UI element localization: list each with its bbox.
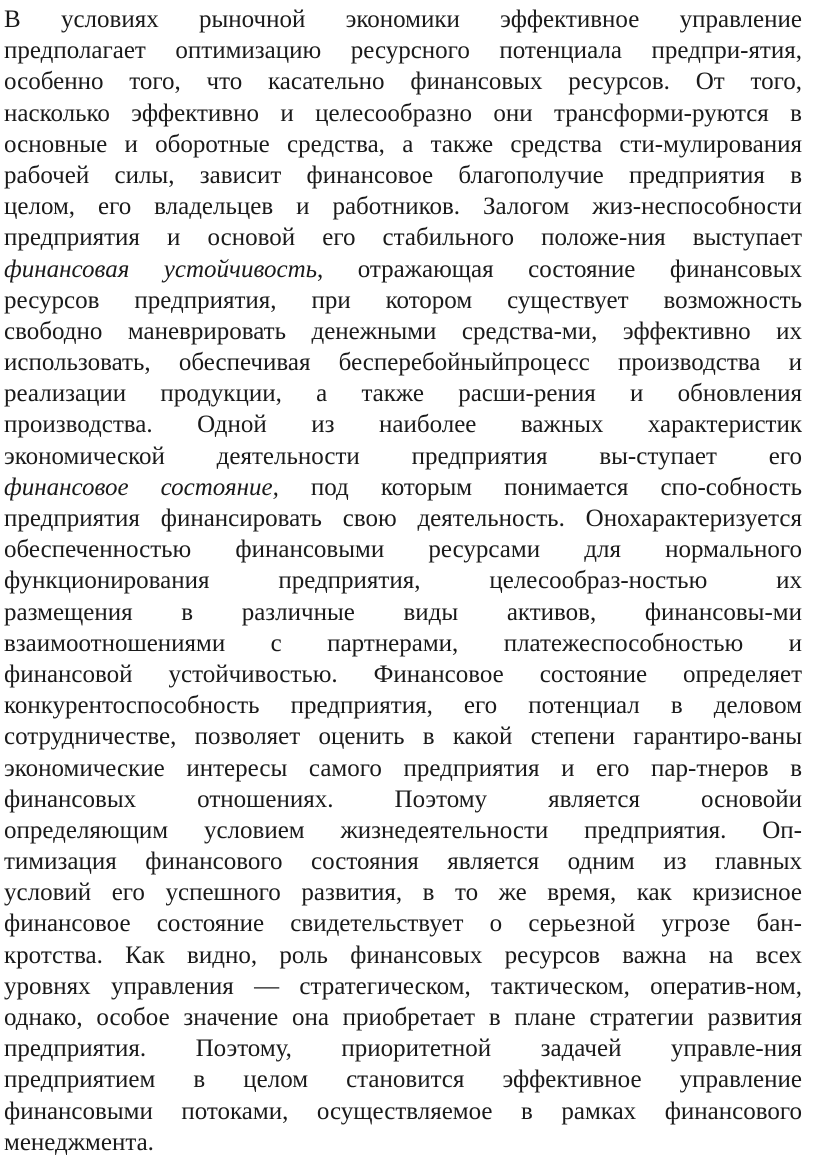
text-line: производства. Одной из наиболее важных характеристик [4,411,802,439]
text-line: целом, его владельцев и работников. Залогом жиз-неспособности [4,193,802,221]
text-line: рабочей силы, зависит финансовое благополучие предприятия в [4,161,802,189]
text-line: особенно того, что касательно финансовых ресурсов. От того, [4,68,802,96]
text-line: экономической деятельности предприятия вы-ступает его [4,442,802,470]
text-line: обеспеченностью финансовыми ресурсами для нормального [4,536,802,564]
text-line: использовать, обеспечивая бесперебойныйпроцесс производства и [4,349,802,377]
text-line: тимизация финансового состояния является одним из главных [4,848,802,876]
text-line: однако, особое значение она приобретает в плане стратегии развития [4,1004,802,1031]
text-run: , отражающая состояние финансовых [317,255,802,283]
text-line: условий его успешного развития, в то же время, как кризисное [4,879,802,907]
text-line: предприятия финансировать свою деятельность. Онохарактеризуется [4,505,802,532]
text-line: предприятия и основой его стабильного положе-ния выступает [4,224,802,252]
text-line: конкурентоспособность предприятия, его потенциал в деловом [4,692,802,720]
text-line: взаимоотношениями с партнерами, платежеспособностью и [4,629,802,657]
text-line: экономические интересы самого предприятия и его пар-тнеров в [4,754,802,782]
text-line: В условиях рыночной экономики эффективное управление [4,6,802,33]
text-line: финансовыми потоками, осуществляемое в рамках финансового [4,1097,802,1125]
text-line: размещения в различные виды активов, финансовы-ми [4,598,802,626]
text-line: финансовое состояние свидетельствует о серьезной угрозе бан- [4,910,802,938]
text-line [4,254,802,285]
body-paragraph [4,4,802,1158]
emphasis-term: финансовое состояние, [4,473,279,501]
text-line: определяющим условием жизнедеятельности предприятия. Оп- [4,816,802,844]
text-line: реализации продукции, а также расши-рения и обновления [4,380,802,408]
text-line: кротства. Как видно, роль финансовых ресурсов важна на всех [4,941,802,969]
text-line: финансовой устойчивостью. Финансовое состояние определяет [4,660,802,688]
emphasis-term: финансовая устойчивость [4,255,318,283]
text-run: под которым понимается спо-собность [278,473,803,501]
text-line: основные и оборотные средства, а также средства сти-мулирования [4,130,802,158]
text-line: финансовых отношениях. Поэтому является основойи [4,785,802,813]
text-line: предприятия. Поэтому, приоритетной задачей управле-ния [4,1035,802,1063]
text-line [4,472,802,503]
text-line: свободно маневрировать денежными средства-ми, эффективно их [4,317,802,345]
text-line: насколько эффективно и целесообразно они трансформи-руются в [4,99,802,127]
text-line: ресурсов предприятия, при котором существует возможность [4,286,802,314]
text-line: предприятием в целом становится эффективное управление [4,1066,802,1094]
text-line: сотрудничестве, позволяет оценить в какой степени гарантиро-ваны [4,723,802,751]
text-line: функционирования предприятия, целесообраз-ностью их [4,567,802,595]
text-line: менеджмента. [4,1128,154,1156]
text-line: предполагает оптимизацию ресурсного потенциала предпри-ятия, [4,37,802,65]
text-line: уровнях управления — стратегическом, тактическом, оператив-ном, [4,972,802,1000]
